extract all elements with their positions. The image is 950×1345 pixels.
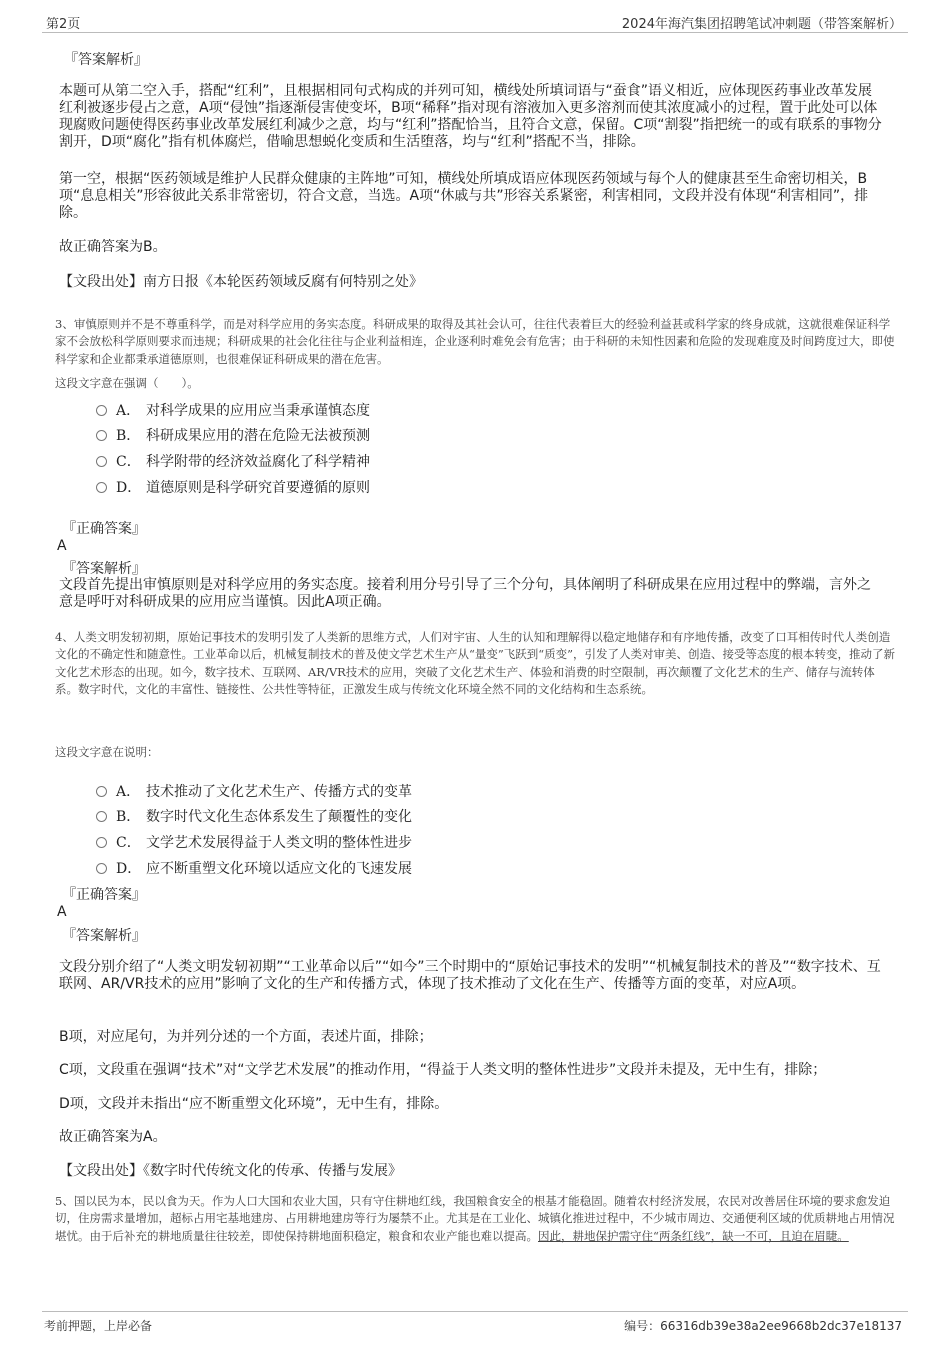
question-stem: 4、人类文明发轫初期，原始记事技术的发明引发了人类新的思维方式，人们对宇宙、人生的认知和理解得以稳定地储存和有序地传播，改变了口耳相传时代人类创造文化的不确定性和随意性。工业革命以后，机械复制技术的普及使文学艺术生产从“量变”飞跃到“质变”，引发了人类对审美、创造、接受等态度的根本转变，推动了新文化艺术形态的出现。如今，数字技术、互联网、AR/VR技术的应用，突破了文化艺术生产、体验和消费的时空限制，再次颠覆了文化艺术的生产、储存与流转体系。数字时代，文化的丰富性、链接性、公共性等特征，正激发生成与传统文化环境全然不同的文化结构和生态系统。 [55, 630, 896, 696]
option-d[interactable]: D． 道德原则是科学研究首要遵循的原则 [96, 477, 370, 497]
underlined-sentence: 因此，耕地保护需守住“两条红线”，缺一不可，且迫在眉睫。 [538, 1228, 849, 1243]
analysis-paragraph: C项，文段重在强调“技术”对“文学艺术发展”的推动作用，“得益于人类文明的整体性进步”文段并未提及，无中生有，排除； [59, 1062, 827, 1078]
correct-answer: A [57, 538, 67, 554]
footer-slogan: 考前押题，上岸必备 [44, 1319, 153, 1333]
answer-conclusion: 故正确答案为B。 [59, 239, 167, 255]
analysis-paragraph: 本题可从第二空入手，搭配“红利”，且根据相同句式构成的并列可知，横线处所填词语与“蚕食”语义相近，应体现医药事业改革发展红利被逐步侵占之意，A项“侵蚀”指逐渐侵害使变坏，B项“稀释”指对现有溶液加入更多溶剂而使其浓度减小的过程，置于此处可以体现腐败问题使得医药事业改革发展红利减少之意，均与“红利”搭配恰当，且符合文意，保留。C项“割裂”指把统一的或有联系的事物分割开，D项“腐化”指有机体腐烂，借喻思想蜕化变质和生活堕落，均与“红利”搭配不当，排除。 [59, 83, 882, 150]
question-prompt: 这段文字意在说明： [55, 745, 159, 759]
page-header [42, 10, 908, 33]
radio-icon[interactable] [96, 837, 107, 848]
analysis-paragraph: D项，文段并未指出“应不断重塑文化环境”，无中生有，排除。 [59, 1096, 449, 1112]
answer-label: 『正确答案』 [62, 887, 146, 903]
option-a[interactable]: A． 技术推动了文化艺术生产、传播方式的变革 [96, 781, 412, 801]
passage-source: 【文段出处】《数字时代传统文化的传承、传播与发展》 [59, 1163, 402, 1179]
analysis-label: 『答案解析』 [62, 928, 146, 944]
radio-icon[interactable] [96, 456, 107, 467]
question-stem: 3、审慎原则并不是不尊重科学，而是对科学应用的务实态度。科研成果的取得及其社会认可，往往代表着巨大的经验利益甚或科学家的终身成就，这就很难保证科学家不会放松科学原则要求而违规；科研成果的社会化往往与企业利益相连，企业逐利时难免会有危害；由于科研的未知性因素和危险的发现难度及时间跨度过大，即使科学家和企业都秉承道德原则，也很难保证科研成果的潜在危害。 [55, 317, 895, 366]
passage-source: 【文段出处】南方日报《本轮医药领域反腐有何特别之处》 [59, 274, 423, 290]
document-title: 2024年海汽集团招聘笔试冲刺题（带答案解析） [621, 17, 902, 32]
document-id: 编号：66316db39e38a2ee9668b2dc37e18137 [624, 1319, 902, 1333]
option-b[interactable]: B． 科研成果应用的潜在危险无法被预测 [96, 425, 370, 445]
analysis-paragraph: 第一空，根据“医药领域是维护人民群众健康的主阵地”可知，横线处所填成语应体现医药领域与每个人的健康甚至生命密切相关，B项“息息相关”形容彼此关系非常密切，符合文意，当选。A项“休戚与共”形容关系紧密，利害相同，文段并没有体现“利害相同”，排除。 [59, 171, 869, 221]
analysis-paragraph: B项，对应尾句，为并列分述的一个方面，表述片面，排除； [59, 1029, 433, 1045]
radio-icon[interactable] [96, 863, 107, 874]
page-number: 第2页 [46, 17, 81, 32]
option-c[interactable]: C． 科学附带的经济效益腐化了科学精神 [96, 451, 370, 471]
answer-label: 『正确答案』 [62, 521, 146, 537]
radio-icon[interactable] [96, 482, 107, 493]
question-stem: 5、国以民为本，民以食为天。作为人口大国和农业大国，只有守住耕地红线，我国粮食安全的根基才能稳固。随着农村经济发展，农民对改善居住环境的要求愈发迫切，住房需求量增加，超标占用宅基地建房、占用耕地建房等行为屡禁不止。尤其是在工业化、城镇化推进过程中，不少城市周边、交通便利区域的优质耕地占用情况堪忧。由于后补充的耕地质量往往较差，即使保持耕地面积稳定，粮食和农业产能也难以提高。因此，耕地保护需守住“两条红线”，缺一不可，且迫在眉睫。 [55, 1194, 895, 1243]
analysis-label: 『答案解析』 [64, 52, 148, 68]
option-d[interactable]: D． 应不断重塑文化环境以适应文化的飞速发展 [96, 858, 412, 878]
correct-answer: A [57, 904, 67, 920]
radio-icon[interactable] [96, 405, 107, 416]
analysis-label: 『答案解析』 [62, 561, 146, 577]
analysis-paragraph: 文段分别介绍了“人类文明发轫初期”“工业革命以后”“如今”三个时期中的“原始记事技术的发明”“机械复制技术的普及”“数字技术、互联网、AR/VR技术的应用”影响了文化的生产和传播方式，体现了技术推动了文化在生产、传播等方面的变革，对应A项。 [59, 959, 881, 992]
option-c[interactable]: C． 文学艺术发展得益于人类文明的整体性进步 [96, 832, 412, 852]
page-footer [42, 1311, 908, 1334]
option-a[interactable]: A． 对科学成果的应用应当秉承谨慎态度 [96, 400, 370, 420]
answer-conclusion: 故正确答案为A。 [59, 1129, 167, 1145]
option-b[interactable]: B． 数字时代文化生态体系发生了颠覆性的变化 [96, 806, 412, 826]
radio-icon[interactable] [96, 811, 107, 822]
analysis-paragraph: 文段首先提出审慎原则是对科学应用的务实态度。接着利用分号引导了三个分句，具体阐明了科研成果在应用过程中的弊端，言外之意是呼吁对科研成果的应用应当谨慎。因此A项正确。 [59, 577, 871, 610]
question-prompt: 这段文字意在强调（ ）。 [55, 376, 199, 390]
radio-icon[interactable] [96, 430, 107, 441]
radio-icon[interactable] [96, 786, 107, 797]
